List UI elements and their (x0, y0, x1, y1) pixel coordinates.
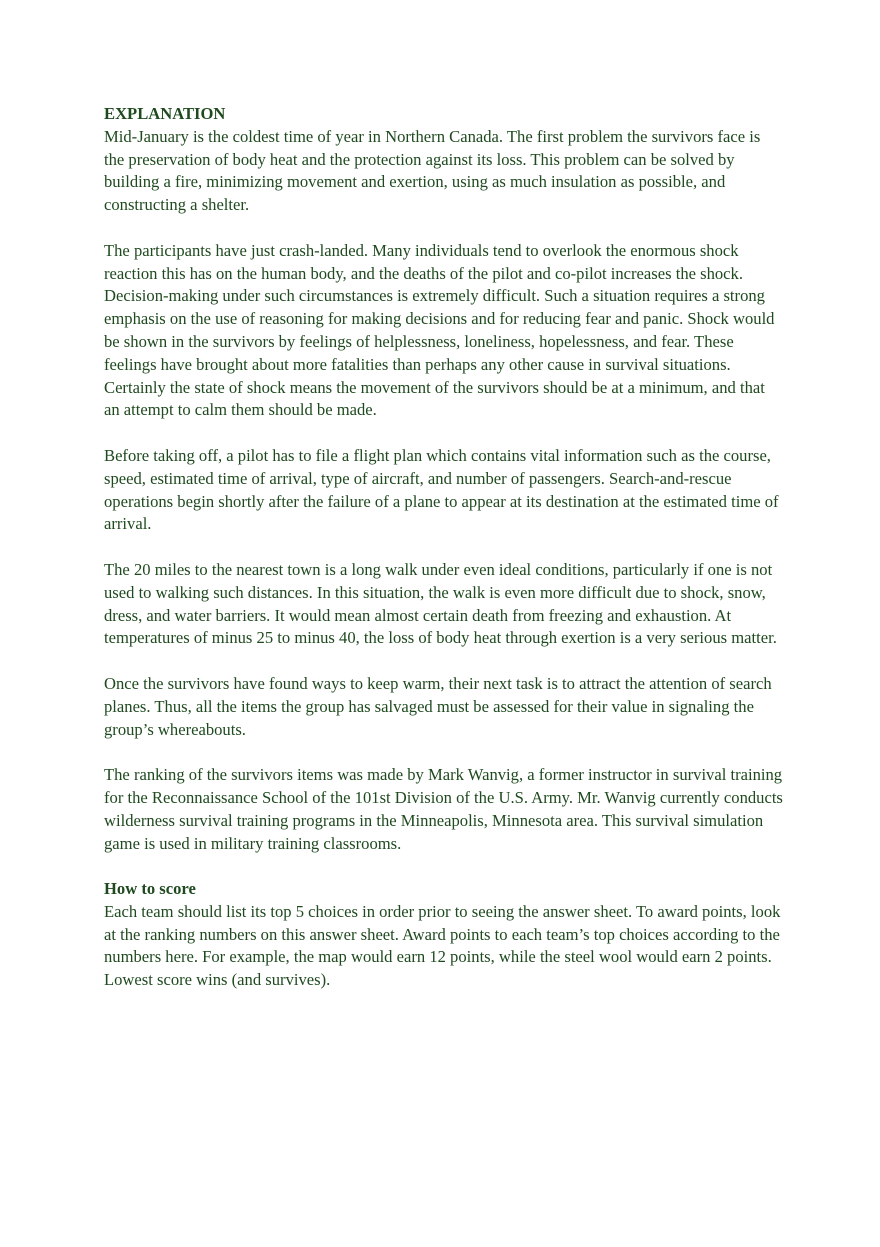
paragraph-shock: The participants have just crash-landed. Many individuals tend to overlook the enormous shock reaction this has on the human body, and the deaths of the pilot and co-pilot increases the shock. Decision-making under such circumstances is extremely difficult. Such a situation requires a strong emphasis on the use of reasoning for making decisions and for reducing fear and panic. Shock would be shown in the survivors by feelings of helplessness, loneliness, hopelessness, and fear. These feelings have brought about more fatalities than perhaps any other cause in survival situations. Certainly the state of shock means the movement of the survivors should be at a minimum, and that an attempt to calm them should be made. (104, 240, 775, 420)
paragraph-flight-plan: Before taking off, a pilot has to file a flight plan which contains vital information such as the course, speed, estimated time of arrival, type of aircraft, and number of passengers. Search-and-rescue operations begin shortly after the failure of a plane to appear at its destination at the estimated time of arrival. (104, 445, 779, 534)
paragraph-signaling: Once the survivors have found ways to keep warm, their next task is to attract the attention of search planes. Thus, all the items the group has salvaged must be assessed for their value in signaling the group’s whereabouts. (104, 673, 772, 739)
explanation-heading: EXPLANATION (104, 104, 226, 123)
paragraph-ranking-source: The ranking of the survivors items was made by Mark Wanvig, a former instructor in survival training for the Reconnaissance School of the 101st Division of the U.S. Army. Mr. Wanvig currently conducts wilderness survival training programs in the Minneapolis, Minnesota area. This survival simulation game is used in military training classrooms. (104, 765, 783, 853)
document-page (104, 103, 784, 992)
paragraph-walking: The 20 miles to the nearest town is a long walk under even ideal conditions, particularly if one is not used to walking such distances. In this situation, the walk is even more difficult due to shock, snow, dress, and water barriers. It would mean almost certain death from freezing and exhaustion. At temperatures of minus 25 to minus 40, the loss of body heat through exertion is a very serious matter. (104, 559, 777, 648)
paragraph-body-heat: Mid-January is the coldest time of year in Northern Canada. The first problem the survivors face is the preservation of body heat and the protection against its loss. This problem can be solved by building a fire, minimizing movement and exertion, using as much insulation as possible, and constructing a shelter. (104, 126, 761, 215)
paragraph-how-to-score: Each team should list its top 5 choices in order prior to seeing the answer sheet. To award points, look at the ranking numbers on this answer sheet. Award points to each team’s top choices according to the numbers here. For example, the map would earn 12 points, while the steel wool would earn 2 points. Lowest score wins (and survives). (104, 901, 781, 990)
how-to-score-heading: How to score (104, 879, 196, 899)
